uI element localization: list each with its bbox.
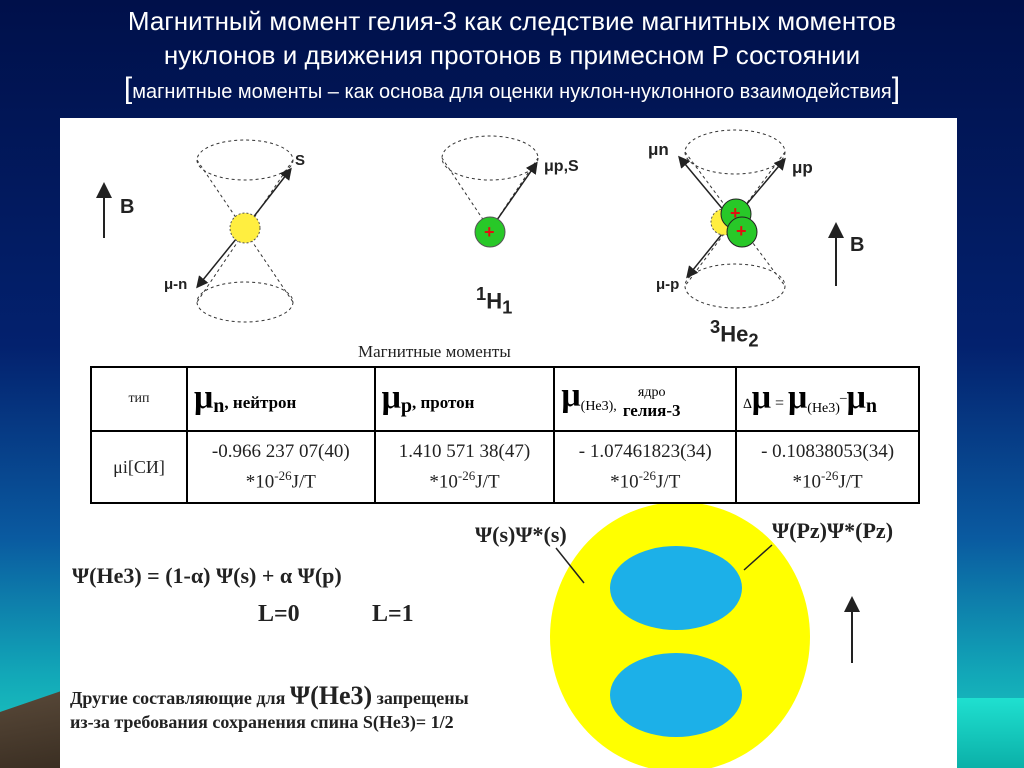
exponent: -26 [274,467,292,483]
formula-l1: L=1 [372,601,414,627]
note-text: запрещены [372,688,469,708]
neutron-text: , нейтрон [224,393,297,413]
he3-mu-p-label: μp [792,158,813,177]
helium3-value-cell [554,431,736,503]
he3-mu-minus-p-label: μ-p [656,276,680,293]
neutron-value-cell [187,431,375,503]
formula-l0: L=0 [258,601,300,627]
figure-panel [60,118,957,768]
header-delta [736,367,919,431]
exponent: -26 [457,467,476,483]
table-header-row [91,367,919,431]
title-subtitle: магнитные моменты – как основа для оценки нуклон-нуклонного взаимодействия [132,81,892,103]
proton-text: , протон [412,393,475,413]
hydrogen-1-label [476,283,512,319]
minus-sign: – [839,390,847,406]
neutron-subscript: n [213,395,225,418]
note-line-2 [70,710,469,734]
he3-plus-sign-1: + [730,203,741,223]
exponent: -26 [820,467,839,483]
magnetic-moments-caption: Магнитные моменты [358,342,511,361]
psi-s-label: Ψ(s)Ψ*(s) [475,522,567,547]
unit: J/T [656,471,681,493]
h1-atomic-number: 1 [502,296,513,318]
title-line-3 [0,72,1024,109]
proton-subscript: p [400,395,412,418]
bracket-close: ] [891,72,901,105]
he3-symbol: He [720,321,749,347]
equals-sign: = [770,395,788,413]
b-field-label-left: B [120,196,135,218]
he3-mu-n-label: μn [648,140,669,159]
header-proton [375,367,555,431]
h1-mass-number: 1 [476,283,487,304]
multiplier: *10 [610,471,639,493]
note-psi: Ψ(He3) [289,681,373,710]
note-text: из-за требования сохранения спина [70,712,363,732]
proton-plus-sign: + [484,222,495,242]
title-line-2: нуклонов и движения протонов в примесном P состоянии [163,40,861,70]
mu-symbol: μ [561,377,581,415]
header-helium3 [554,367,736,431]
mu-neutron-label: μ-n [164,276,188,293]
helium-3-label [710,316,759,352]
multiplier: *10 [792,471,821,493]
header-neutron [187,367,375,431]
he3-plus-sign-2: + [736,221,747,241]
neutron-value: -0.966 237 07(40) [211,440,350,462]
title-line-1: Магнитный момент гелия-3 как следствие магнитных моментов [127,6,897,36]
table-row [91,431,919,503]
mu-symbol: μ [194,379,214,417]
he3-mass-number: 3 [710,316,721,337]
spin-note [70,681,469,734]
core-label-1: ядро [637,384,666,400]
helium3-value: - 1.07461823(34) [578,440,712,462]
spin-s-label: S [295,152,306,169]
wavefunction-formula [72,563,414,627]
proton-value: 1.410 571 38(47) [398,440,531,462]
formula-equation: Ψ(He3) = (1-α) Ψ(s) + α Ψ(p) [72,563,342,588]
note-spin-value: = 1/2 [415,712,454,732]
neutron-cone [104,140,293,322]
note-line-1 [70,681,469,710]
mu-symbol: μ [381,379,401,417]
he3-subscript: (He3), [580,399,617,415]
unit: J/T [475,471,500,493]
unit: J/T [838,471,863,493]
delta-value-cell [736,431,919,503]
multiplier: *10 [429,471,458,493]
delta-symbol: ∆ [743,397,752,413]
he3-atomic-number: 2 [748,329,759,351]
note-spin: S(He3) [362,712,416,732]
slide-title [0,4,1024,109]
mu-symbol: μ [788,379,808,417]
note-text: Другие составляющие для [70,688,290,708]
core-label-2: гелия-3 [622,400,681,420]
mu-symbol: μ [846,379,866,417]
background-water [954,698,1024,768]
he3-subscript: (He3) [807,401,840,417]
exponent: -26 [638,467,657,483]
row-label: μi[СИ] [91,431,187,503]
psi-pz-label: Ψ(Pz)Ψ*(Pz) [772,518,894,543]
delta-value: - 0.10838053(34) [761,440,895,462]
helium3-cone [680,130,836,308]
magnetic-moments-table [90,366,920,504]
unit: J/T [291,471,316,493]
proton-value-cell [375,431,555,503]
bracket-open: [ [123,72,133,105]
neutron-subscript: n [865,395,878,418]
h1-symbol: H [486,288,503,314]
mu-symbol: μ [751,379,771,417]
multiplier: *10 [245,471,275,493]
header-type: тип [91,367,187,431]
mu-p-s-label: μp,S [544,158,579,175]
b-field-label-right: B [850,234,865,256]
